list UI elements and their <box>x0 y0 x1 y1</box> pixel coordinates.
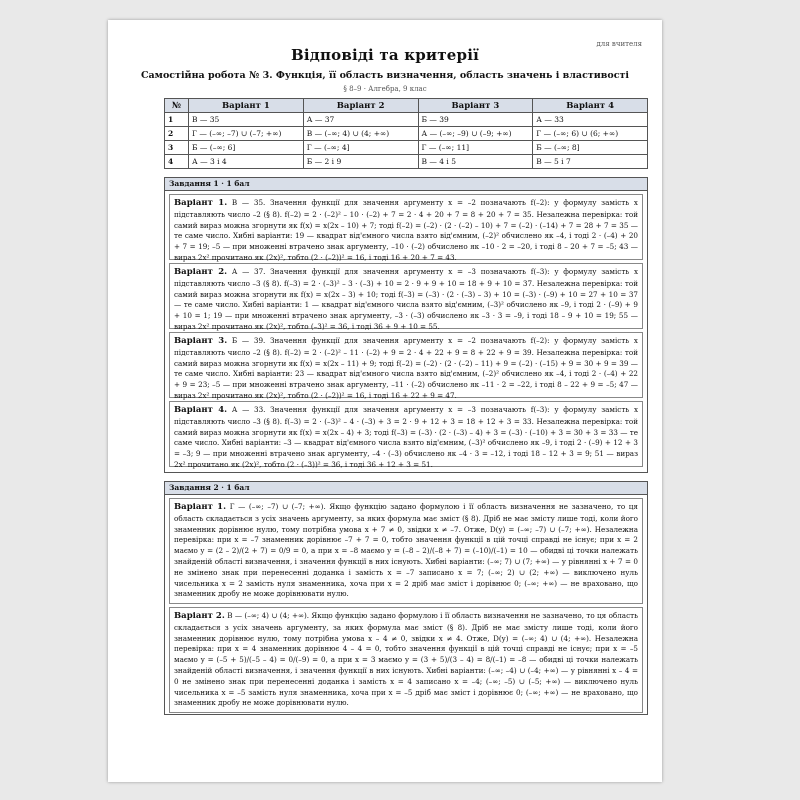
page-title: Відповіді та критерії <box>290 46 479 64</box>
table-cell: А — 37 <box>303 113 418 127</box>
table-cell: А — 33 <box>533 113 648 127</box>
table-row <box>165 155 648 169</box>
table-cell: В — 5 і 7 <box>533 155 648 169</box>
variant-text: В — (–∞; 4) ∪ (4; +∞). Якщо функцію задано формулою і її область визначення не зазначено, то ця область складається з усіх значень аргументу, за яких формула має зміст (§ 8). Дріб не має змісту лише тоді, коли його знаменник дорівнює нулю, тому потрібна умова x – 4 ≠ 0, звідки x ≠ 4. Отже, D(y) = (–∞; 4) ∪ (4; +∞). Незалежна перевірка: при x = 4 знаменник дорівнює 4 – 4 = 0, тобто значення функції в цій точці справді не існує; при x = –5 маємо y = (–5 + 5)/(–5 – 4) = 0/(–9) = 0, а при x = 3 маємо y = (3 + 5)/(3 – 4) = 8/(–1) = –8 — обидві ці точки належать знайденій області визначення, і значення функції в них існують. Хибні варіанти: (–∞; –4) ∪ (–4; +∞) — у рівнянні x – 4 = 0 не змінено знак при перенесенні доданка і замість x = 4 записано x = –4; (–∞; –5) ∪ (–5; +∞) — виключено нуль чисельника x = –5 замість нуля знаменника, хоча при x = –5 дріб має зміст і дорівнює 0; (–∞; +∞) — не враховано, що знаменник дробу не може дорівнювати нулю. <box>174 611 638 708</box>
answer-sheet <box>108 20 662 782</box>
table-cell: В — 35 <box>189 113 304 127</box>
variant-text: Г — (–∞; –7) ∪ (–7; +∞). Якщо функцію задано формулою і її область визначення не зазначено, то ця область складається з усіх значень аргументу, за яких формула має зміст (§ 8). Дріб не має змісту лише тоді, коли його знаменник дорівнює нулю, тому потрібна умова x + 7 ≠ 0, звідки x ≠ –7. Отже, D(y) = (–∞; –7) ∪ (–7; +∞). Незалежна перевірка: при x = –7 знаменник дорівнює –7 + 7 = 0, тобто значення функції в цій точці справді не існує; при x = 2 маємо y = (2 – 2)/(2 + 7) = 0/9 = 0, а при x = –8 маємо y = (–8 – 2)/(–8 + 7) = (–10)/(–1) = 10 — обидві ці точки належать знайденій області визначення, і значення функції в них існують. Хибні варіанти: (–∞; 7) ∪ (7; +∞) — у рівнянні x + 7 = 0 не змінено знак при перенесенні доданка і замість x = –7 записано x = 7; (–∞; 2) ∪ (2; +∞) — виключено нуль чисельника x = 2 замість нуля знаменника, хоча при x = 2 дріб має зміст і дорівнює 0; (–∞; +∞) — не враховано, що знаменник дробу не може дорівнювати нулю. <box>174 502 638 599</box>
table-row <box>165 141 648 155</box>
table-cell: Б — (–∞; 8] <box>533 141 648 155</box>
variant-text: А — 37. Значення функції для значення аргументу x = –3 позначають f(–3): у формулу замість x підставляють число –3 (§ 8). f(–3) = 2 · (–3)² – 3 · (–3) + 10 = 2 · 9 + 9 + 10 = 18 + 9 + 10 = 37. Незалежна перевірка: той самий вираз можна згорнути як f(x) = x(2x – 3) + 10; тоді f(–3) = (–3) · (2 · (–3) – 3) + 10 = (–3) · (–9) + 10 = 27 + 10 = 37 — те саме число. Хибні варіанти: 1 — квадрат від'ємного числа взято від'ємним, (–3)² обчислено як –9, і тоді 2 · (–9) + 9 + 10 = 1; 19 — при множенні втрачено знак аргументу, –3 · (–3) обчислено як –3 · 3 = –9, і тоді 18 – 9 + 10 = 19; 55 — вираз 2x² прочитано як (2x)², тобто (–3)² = 36, і тоді 36 + 9 + 10 = 55. <box>174 267 638 331</box>
col-header: № <box>165 99 189 113</box>
table-cell: 1 <box>165 113 189 127</box>
table-cell: В — (–∞; 4) ∪ (4; +∞) <box>303 127 418 141</box>
variant-label: Варіант 1. <box>174 198 228 208</box>
table-cell: Г — (–∞; 11] <box>418 141 533 155</box>
col-header: Варіант 1 <box>189 99 304 113</box>
task-1-variant-3 <box>169 332 643 398</box>
col-header: Варіант 2 <box>303 99 418 113</box>
table-cell: Г — (–∞; 6) ∪ (6; +∞) <box>533 127 648 141</box>
task-2-variant-1 <box>169 498 643 604</box>
course-info: § 8–9 · Алгебра, 9 клас <box>343 85 427 93</box>
variant-label: Варіант 1. <box>174 502 227 512</box>
variant-label: Варіант 2. <box>174 611 225 621</box>
col-header: Варіант 4 <box>533 99 648 113</box>
table-header-row <box>165 99 648 113</box>
table-cell: 2 <box>165 127 189 141</box>
table-cell: В — 4 і 5 <box>418 155 533 169</box>
task-2-section <box>164 481 648 715</box>
table-cell: Б — (–∞; 6] <box>189 141 304 155</box>
table-cell: 3 <box>165 141 189 155</box>
table-cell: Г — (–∞; –7) ∪ (–7; +∞) <box>189 127 304 141</box>
table-cell: Б — 39 <box>418 113 533 127</box>
task-1-header: Завдання 1 · 1 бал <box>165 178 647 191</box>
variant-text: А — 33. Значення функції для значення аргументу x = –3 позначають f(–3): у формулу замість x підставляють число –3 (§ 8). f(–3) = 2 · (–3)² – 4 · (–3) + 3 = 2 · 9 + 12 + 3 = 18 + 12 + 3 = 33. Незалежна перевірка: той самий вираз можна згорнути як f(x) = x(2x – 4) + 3; тоді f(–3) = (–3) · (2 · (–3) – 4) + 3 = (–3) · (–10) + 3 = 30 + 3 = 33 — те саме число. Хибні варіанти: –3 — квадрат від'ємного числа взято від'ємним, (–3)² обчислено як –9, і тоді 2 · (–9) + 12 + 3 = –3; 9 — при множенні втрачено знак аргументу, –4 · (–3) обчислено як –4 · 3 = –12, і тоді 18 – 12 + 3 = 9; 51 — вираз 2x² прочитано як (2x)², тобто (2 · (–3))² = 36, і тоді 36 + 12 + 3 = 51. <box>174 405 638 469</box>
table-cell: Б — 2 і 9 <box>303 155 418 169</box>
col-header: Варіант 3 <box>418 99 533 113</box>
task-1-section <box>164 177 648 473</box>
table-cell: А — (–∞; –9) ∪ (–9; +∞) <box>418 127 533 141</box>
task-1-variant-1 <box>169 194 643 260</box>
variant-label: Варіант 4. <box>174 405 228 415</box>
task-2-variant-2 <box>169 607 643 713</box>
answers-table <box>164 98 648 169</box>
variant-label: Варіант 3. <box>174 336 228 346</box>
table-cell: Г — (–∞; 4] <box>303 141 418 155</box>
table-row <box>165 113 648 127</box>
task-1-variant-4 <box>169 401 643 467</box>
table-row <box>165 127 648 141</box>
page-subtitle: Самостійна робота № 3. Функція, її область визначення, область значень і властивості <box>140 70 630 81</box>
task-1-variant-2 <box>169 263 643 329</box>
table-cell: А — 3 і 4 <box>189 155 304 169</box>
variant-text: Б — 39. Значення функції для значення аргументу x = –2 позначають f(–2): у формулу замість x підставляють число –2 (§ 8). f(–2) = 2 · (–2)² – 11 · (–2) + 9 = 2 · 4 + 22 + 9 = 8 + 22 + 9 = 39. Незалежна перевірка: той самий вираз можна згорнути як f(x) = x(2x – 11) + 9; тоді f(–2) = (–2) · (2 · (–2) – 11) + 9 = (–2) · (–15) + 9 = 30 + 9 = 39 — те саме число. Хибні варіанти: 23 — квадрат від'ємного числа взято від'ємним, (–2)² обчислено як –4, і тоді 2 · (–4) + 22 + 9 = 23; –5 — при множенні втрачено знак аргументу, –11 · (–2) обчислено як –11 · 2 = –22, і тоді 8 – 22 + 9 = –5; 47 — вираз 2x² прочитано як (2x)², тобто (2 · (–2))² = 16, і тоді 16 + 22 + 9 = 47. <box>174 336 638 400</box>
variant-label: Варіант 2. <box>174 267 228 277</box>
variant-text: В — 35. Значення функції для значення аргументу x = –2 позначають f(–2): у формулу замість x підставляють число –2 (§ 8). f(–2) = 2 · (–2)² – 10 · (–2) + 7 = 2 · 4 + 20 + 7 = 8 + 20 + 7 = 35. Незалежна перевірка: той самий вираз можна згорнути як f(x) = x(2x – 10) + 7; тоді f(–2) = (–2) · (2 · (–2) – 10) + 7 = (–2) · (–14) + 7 = 28 + 7 = 35 — те саме число. Хибні варіанти: 19 — квадрат від'ємного числа взято від'ємним, (–2)² обчислено як –4, і тоді 2 · (–4) + 20 + 7 = 19; –5 — при множенні втрачено знак аргументу, –10 · (–2) обчислено як –10 · 2 = –20, і тоді 8 – 20 + 7 = –5; 43 — вираз 2x² прочитано як (2x)², тобто (2 · (–2))² = 16, і тоді 16 + 20 + 7 = 43. <box>174 198 638 262</box>
table-cell: 4 <box>165 155 189 169</box>
task-2-header: Завдання 2 · 1 бал <box>165 482 647 495</box>
teacher-note: для вчителя <box>596 40 642 48</box>
